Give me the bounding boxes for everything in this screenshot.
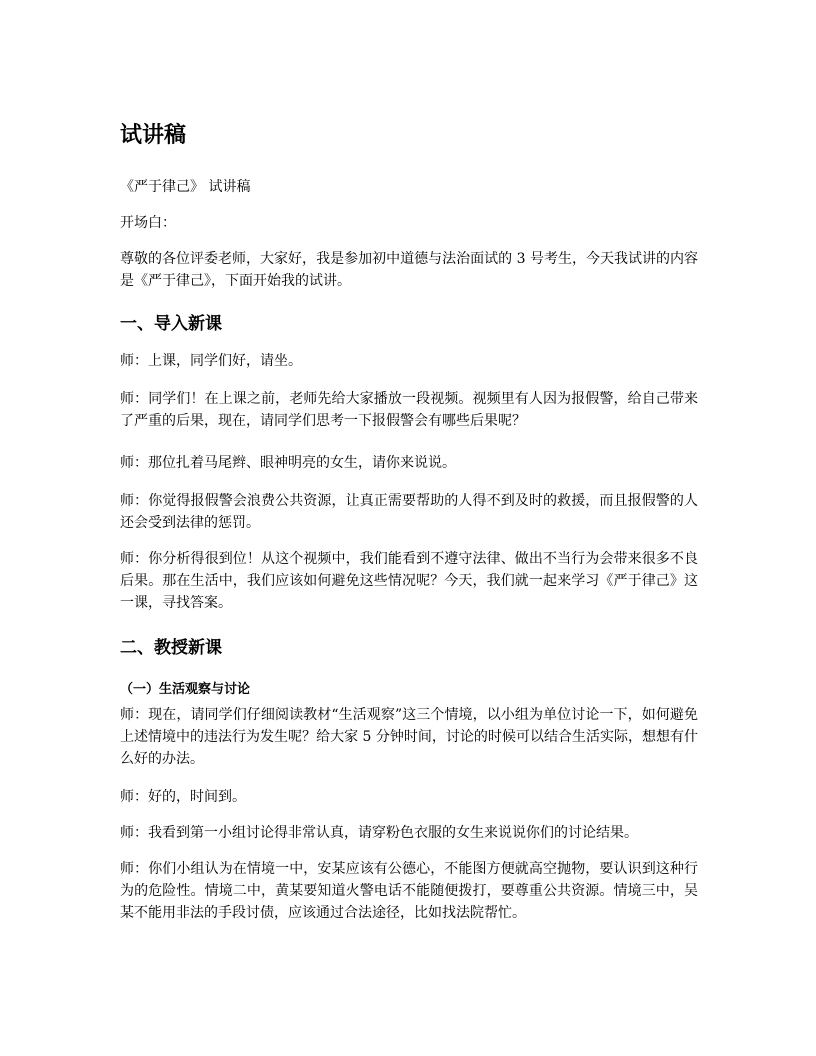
document-title: 试讲稿: [120, 123, 187, 148]
paragraph: 师：现在，请同学们仔细阅读教材“生活观察”这三个情境，以小组为单位讨论一下，如何避免上述情境中的违法行为发生呢？给大家 5 分钟时间，讨论的时候可以结合生活实际，想想有什么好的办法。: [120, 707, 698, 767]
paragraph: 师：同学们！在上课之前，老师先给大家播放一段视频。视频里有人因为报假警，给自己带来了严重的后果，现在，请同学们思考一下报假警会有哪些后果呢？: [120, 391, 698, 429]
subsection-heading: （一）生活观察与讨论: [120, 682, 251, 697]
paragraph: 师：你觉得报假警会浪费公共资源，让真正需要帮助的人得不到及时的救援，而且报假警的人还会受到法律的惩罚。: [120, 493, 698, 531]
paragraph: 师：上课，同学们好，请坐。: [120, 353, 302, 369]
paragraph: 师：你们小组认为在情境一中，安某应该有公德心，不能图方便就高空抛物，要认识到这种行为的危险性。情境二中，黄某要知道火警电话不能随便拨打，要尊重公共资源。情境三中，吴某不能用非法的手段讨债，应该通过合法途径，比如找法院帮忙。: [120, 861, 698, 921]
paragraph: 师：你分析得很到位！从这个视频中，我们能看到不遵守法律、做出不当行为会带来很多不良后果。那在生活中，我们应该如何避免这些情况呢？今天，我们就一起来学习《严于律己》这一课，寻找答案。: [120, 551, 698, 611]
opening-label: 开场白：: [120, 215, 176, 231]
intro-paragraph: 尊敬的各位评委老师，大家好，我是参加初中道德与法治面试的 3 号考生，今天我试讲的内容是《严于律己》，下面开始我的试讲。: [120, 251, 698, 289]
paragraph: 师：我看到第一小组讨论得非常认真，请穿粉色衣服的女生来说说你们的讨论结果。: [120, 825, 638, 841]
paragraph: 师：好的，时间到。: [120, 789, 246, 805]
paragraph: 师：那位扎着马尾辫、眼神明亮的女生，请你来说说。: [120, 455, 456, 471]
section-heading-intro: 一、导入新课: [120, 314, 222, 334]
document-subtitle: 《严于律己》 试讲稿: [120, 179, 251, 195]
section-heading-teaching: 二、教授新课: [120, 638, 222, 658]
